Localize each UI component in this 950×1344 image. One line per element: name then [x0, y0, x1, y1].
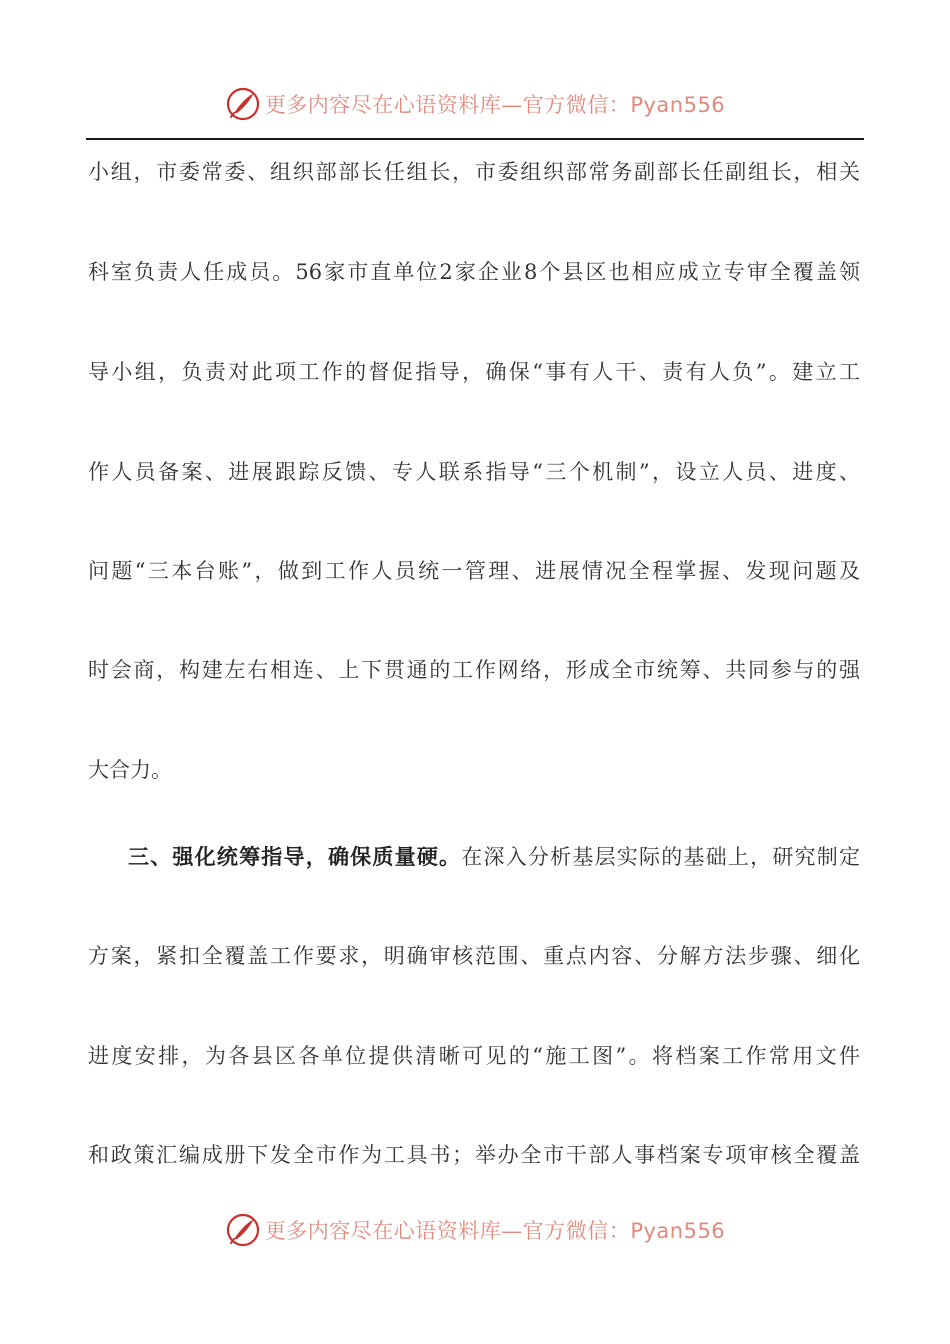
body-line: 导小组，负责对此项工作的督促指导，确保“事有人干、责有人负”。建立工	[88, 360, 860, 384]
header-divider	[86, 138, 864, 140]
body-line: 时会商，构建左右相连、上下贯通的工作网络，形成全市统筹、共同参与的强	[88, 658, 860, 682]
banner-text: 更多内容尽在心语资料库—官方微信：Pyan556	[264, 1219, 726, 1243]
wechat-id: Pyan556	[630, 1219, 726, 1243]
section-three-heading: 三、强化统筹指导，确保质量硬。	[128, 844, 462, 869]
body-line: 大合力。	[88, 758, 172, 782]
body-line: 问题“三本台账”，做到工作人员统一管理、进展情况全程掌握、发现问题及	[88, 559, 860, 583]
wechat-id: Pyan556	[630, 93, 726, 117]
footer-banner	[0, 1210, 950, 1250]
banner-text: 更多内容尽在心语资料库—官方微信：Pyan556	[264, 93, 726, 117]
body-line: 方案，紧扣全覆盖工作要求，明确审核范围、重点内容、分解方法步骤、细化	[88, 944, 860, 968]
body-line: 进度安排，为各县区各单位提供清晰可见的“施工图”。将档案工作常用文件	[88, 1044, 860, 1068]
quill-pen-logo-icon	[225, 1212, 261, 1248]
body-line: 作人员备案、进展跟踪反馈、专人联系指导“三个机制”，设立人员、进度、	[88, 460, 860, 484]
section-three-first-line	[128, 843, 860, 871]
body-line: 科室负责人任成员。56家市直单位2家企业8个县区也相应成立专审全覆盖领	[88, 260, 860, 284]
body-line: 和政策汇编成册下发全市作为工具书；举办全市干部人事档案专项审核全覆盖	[88, 1143, 860, 1167]
body-line: 小组，市委常委、组织部部长任组长，市委组织部常务副部长任副组长，相关	[88, 160, 860, 184]
section-three-first-line-rest: 在深入分析基层实际的基础上，研究制定	[461, 845, 860, 869]
header-banner	[0, 84, 950, 124]
quill-pen-logo-icon	[225, 86, 261, 122]
